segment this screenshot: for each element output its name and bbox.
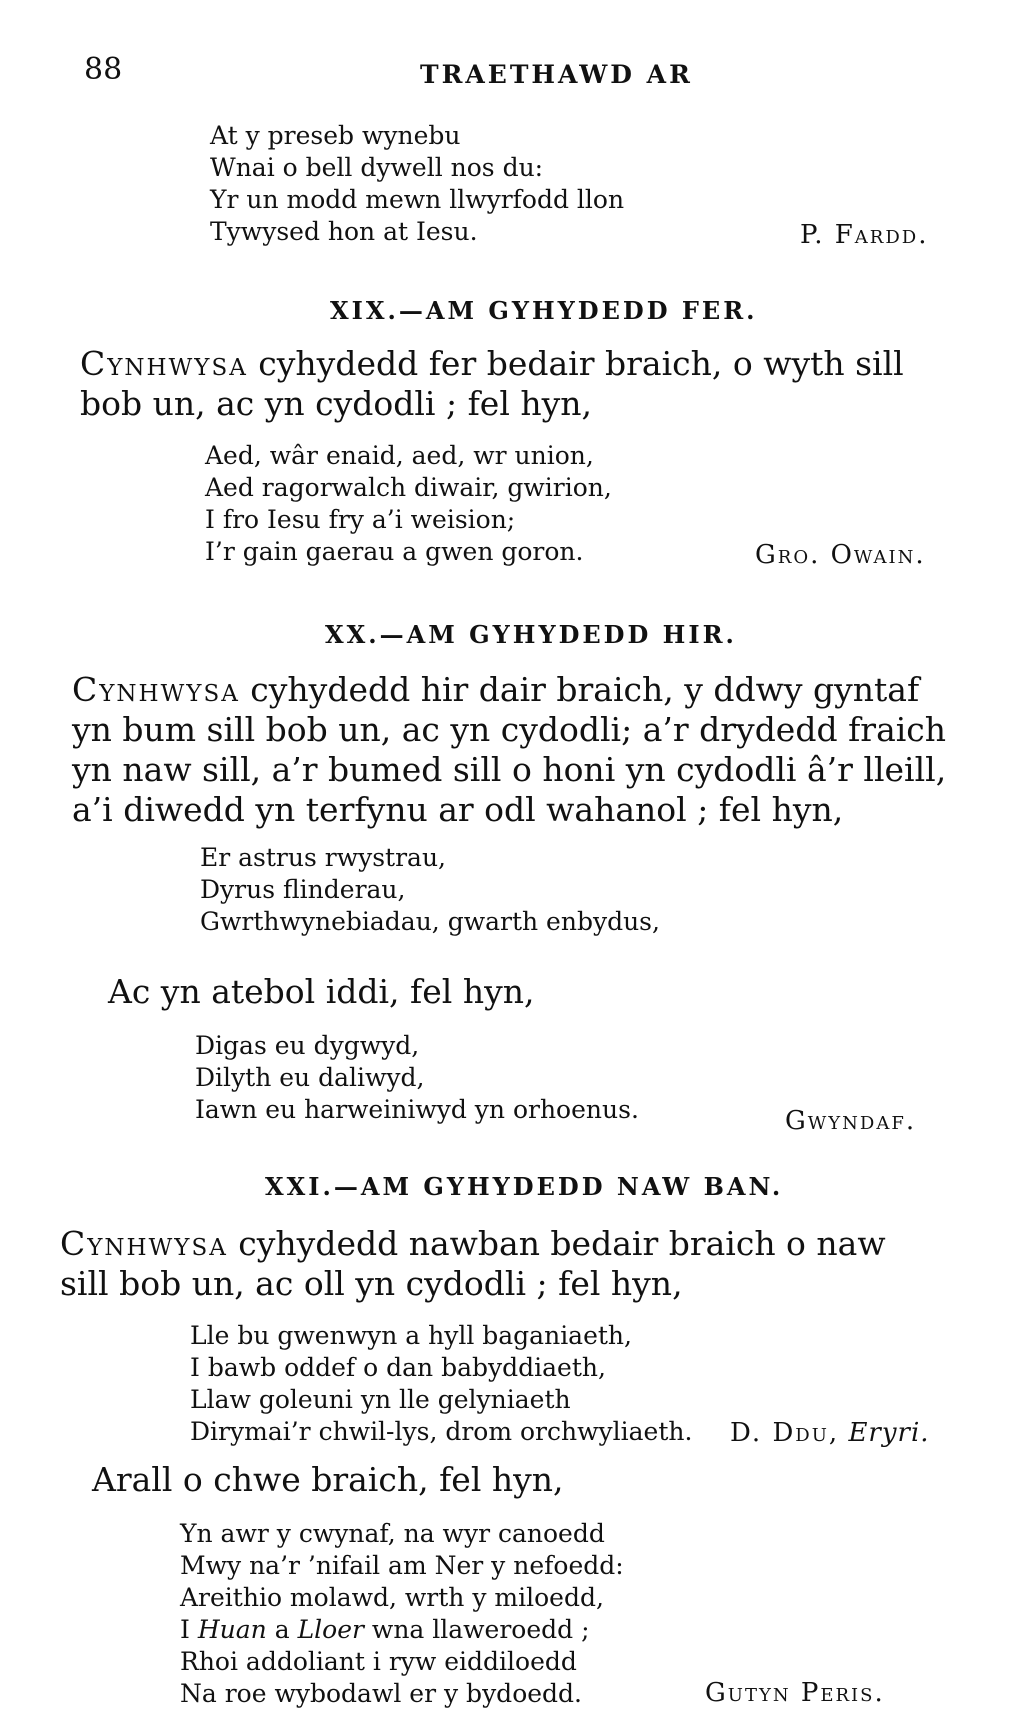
- section-heading: XXI.—AM GYHYDEDD NAW BAN.: [265, 1172, 784, 1201]
- verse-line: Gwrthwynebiadau, gwarth enbydus,: [200, 907, 660, 936]
- section-prose: [80, 344, 904, 424]
- section-heading: XIX.—AM GYHYDEDD FER.: [330, 296, 758, 325]
- prose-line: yn bum sill bob un, ac yn cydodli; a’r drydedd fraich: [72, 710, 947, 749]
- section-verse: [195, 1030, 639, 1126]
- prose-line: sill bob un, ac oll yn cydodli ; fel hyn,: [60, 1264, 683, 1303]
- verse-line: At y preseb wynebu: [210, 121, 461, 150]
- verse-line: I’r gain gaerau a gwen goron.: [205, 537, 584, 566]
- section-verse: [180, 1518, 624, 1710]
- verse-line: Dilyth eu daliwyd,: [195, 1063, 425, 1092]
- verse-line: Aed, wâr enaid, aed, wr union,: [205, 441, 594, 470]
- section-prose: Arall o chwe braich, fel hyn,: [92, 1460, 564, 1499]
- prose-line: Cynhwysa cyhydedd fer bedair braich, o wyth sill: [80, 344, 904, 383]
- lead-word: Cynhwysa: [72, 670, 240, 709]
- verse-line: Er astrus rwystrau,: [200, 843, 447, 872]
- verse-line: I bawb oddef o dan babyddiaeth,: [190, 1353, 606, 1382]
- verse-line: I fro Iesu fry a’i weision;: [205, 505, 516, 534]
- verse-line: Yr un modd mewn llwyrfodd llon: [210, 185, 625, 214]
- verse-line: I Huan a Lloer wna llaweroedd ;: [180, 1615, 590, 1644]
- intro-verse: [210, 120, 624, 248]
- section-verse: [200, 842, 660, 938]
- prose-line: a’i diwedd yn terfynu ar odl wahanol ; fel hyn,: [72, 790, 844, 829]
- verse-line: Aed ragorwalch diwair, gwirion,: [205, 473, 612, 502]
- verse-line: Lle bu gwenwyn a hyll baganiaeth,: [190, 1321, 632, 1350]
- attribution: Gro. Owain.: [755, 540, 926, 570]
- verse-line: Digas eu dygwyd,: [195, 1031, 420, 1060]
- prose-line: bob un, ac yn cydodli ; fel hyn,: [80, 384, 592, 423]
- page-number: 88: [84, 52, 123, 87]
- section-verse: [205, 440, 612, 568]
- section-prose: Ac yn atebol iddi, fel hyn,: [108, 972, 535, 1011]
- prose-line: yn naw sill, a’r bumed sill o honi yn cydodli â’r lleill,: [72, 750, 947, 789]
- verse-line: Dyrus flinderau,: [200, 875, 406, 904]
- verse-line: Tywysed hon at Iesu.: [210, 217, 478, 246]
- prose-line: Cynhwysa cyhydedd hir dair braich, y ddwy gyntaf: [72, 670, 920, 709]
- verse-line: Na roe wybodawl er y bydoedd.: [180, 1679, 582, 1708]
- running-head: TRAETHAWD AR: [420, 60, 693, 89]
- verse-line: Areithio molawd, wrth y miloedd,: [180, 1583, 604, 1612]
- verse-line: Llaw goleuni yn lle gelyniaeth: [190, 1385, 571, 1414]
- verse-line: Rhoi addoliant i ryw eiddiloedd: [180, 1647, 577, 1676]
- verse-line: Yn awr y cwynaf, na wyr canoedd: [180, 1519, 605, 1548]
- attribution: Gwyndaf.: [785, 1106, 917, 1136]
- prose-line: Cynhwysa cyhydedd nawban bedair braich o naw: [60, 1224, 886, 1263]
- attribution: D. Ddu, Eryri.: [730, 1418, 930, 1448]
- section-prose: [60, 1224, 886, 1304]
- verse-line: Mwy na’r ’nifail am Ner y nefoedd:: [180, 1551, 624, 1580]
- section-heading: XX.—AM GYHYDEDD HIR.: [325, 620, 737, 649]
- attribution: P. Fardd.: [800, 220, 929, 250]
- verse-line: Wnai o bell dywell nos du:: [210, 153, 544, 182]
- attribution: Gutyn Peris.: [705, 1678, 885, 1708]
- verse-line: Dirymai’r chwil-lys, drom orchwyliaeth.: [190, 1417, 693, 1446]
- lead-word: Cynhwysa: [60, 1224, 228, 1263]
- section-verse: [190, 1320, 692, 1448]
- section-prose: [72, 670, 946, 830]
- lead-word: Cynhwysa: [80, 344, 248, 383]
- verse-line: Iawn eu harweiniwyd yn orhoenus.: [195, 1095, 639, 1124]
